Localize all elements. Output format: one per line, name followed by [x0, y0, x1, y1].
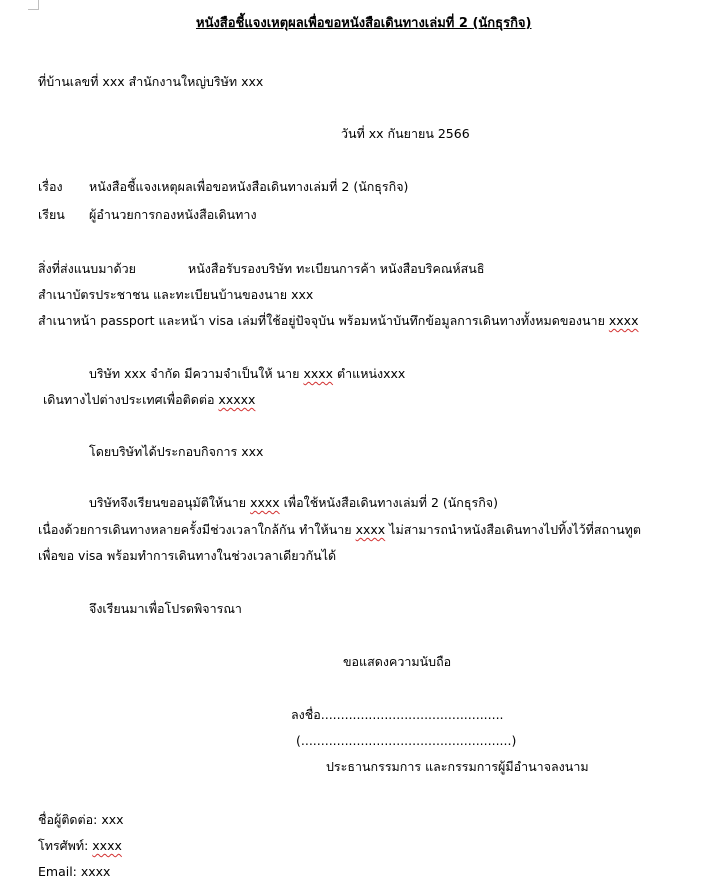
enclosure-item-1: หนังสือรับรองบริษัท ทะเบียนการค้า หนังสือบริคณห์สนธิ	[188, 261, 485, 276]
enclosure-label: สิ่งที่ส่งแนบมาด้วย	[38, 261, 136, 276]
signature-name-line: (.....................................................)	[296, 733, 517, 748]
signature-title: ประธานกรรมการ และกรรมการผู้มีอำนาจลงนาม	[326, 759, 589, 774]
paragraph-3-text-d: ไม่สามารถนำหนังสือเดินทางไปทิ้งไว้ที่สถานทูต	[385, 522, 642, 537]
paragraph-3-text-b: เพื่อใช้หนังสือเดินทางเล่มที่ 2 (นักธุรกิจ)	[279, 495, 498, 510]
letter-date: วันที่ xx กันยายน 2566	[341, 126, 470, 141]
paragraph-3-text-a: บริษัทจึงเรียนขออนุมัติให้นาย	[89, 495, 251, 510]
paragraph-1-text-a: บริษัท xxx จำกัด มีความจำเป็นให้ นาย	[89, 366, 304, 381]
signature-line: ลงชื่อ..............................................	[291, 707, 504, 722]
paragraph-3-person-name: xxxx	[250, 495, 280, 510]
paragraph-1-line-1	[89, 365, 405, 383]
paragraph-1-text-c: เดินทางไปต่างประเทศเพื่อติดต่อ	[43, 392, 219, 407]
closing-salutation: ขอแสดงความนับถือ	[343, 654, 452, 669]
paragraph-3-line-2	[38, 521, 641, 539]
recipient-text: ผู้อำนวยการกองหนังสือเดินทาง	[89, 207, 257, 222]
document-title: หนังสือชี้แจงเหตุผลเพื่อขอหนังสือเดินทางเล่มที่ 2 (นักธุรกิจ)	[196, 16, 532, 31]
recipient-label: เรียน	[38, 207, 65, 222]
contact-name: ชื่อผู้ติดต่อ: xxx	[38, 812, 124, 827]
paragraph-1-line-2	[43, 391, 255, 409]
sender-address: ที่บ้านเลขที่ xxx สำนักงานใหญ่บริษัท xxx	[38, 74, 264, 89]
paragraph-3-line-3: เพื่อขอ visa พร้อมทำการเดินทางในช่วงเวลาเดียวกันได้	[38, 548, 337, 563]
enclosure-item-2: สำเนาบัตรประชาชน และทะเบียนบ้านของนาย xxx	[38, 287, 314, 302]
enclosure-item-3-name: xxxx	[608, 313, 639, 328]
enclosure-item-3	[38, 312, 638, 330]
paragraph-2: โดยบริษัทได้ประกอบกิจการ xxx	[89, 444, 264, 459]
contact-phone-label: โทรศัพท์:	[38, 838, 93, 853]
paragraph-1-destination: xxxxx	[218, 392, 256, 407]
margin-corner-mark-horizontal	[28, 9, 39, 10]
paragraph-3-text-c: เนื่องด้วยการเดินทางหลายครั้งมีช่วงเวลาใกล้กัน ทำให้นาย	[38, 522, 356, 537]
paragraph-3-person-name-2: xxxx	[355, 522, 386, 537]
paragraph-1-person-name: xxxx	[303, 366, 334, 381]
paragraph-1-text-b: ตำแหน่งxxx	[333, 366, 406, 381]
contact-phone	[38, 837, 122, 855]
enclosure-item-3-text: สำเนาหน้า passport และหน้า visa เล่มที่ใช้อยู่ปัจจุบัน พร้อมหน้าบันทึกข้อมูลการเดินทางทั้งหมดของนาย	[38, 313, 605, 328]
paragraph-3-line-1	[89, 494, 498, 512]
contact-phone-value: xxxx	[92, 838, 122, 853]
contact-email: Email: xxxx	[38, 864, 111, 879]
closing-request: จึงเรียนมาเพื่อโปรดพิจารณา	[89, 601, 242, 616]
subject-text: หนังสือชี้แจงเหตุผลเพื่อขอหนังสือเดินทางเล่มที่ 2 (นักธุรกิจ)	[89, 179, 409, 194]
subject-label: เรื่อง	[38, 179, 63, 194]
